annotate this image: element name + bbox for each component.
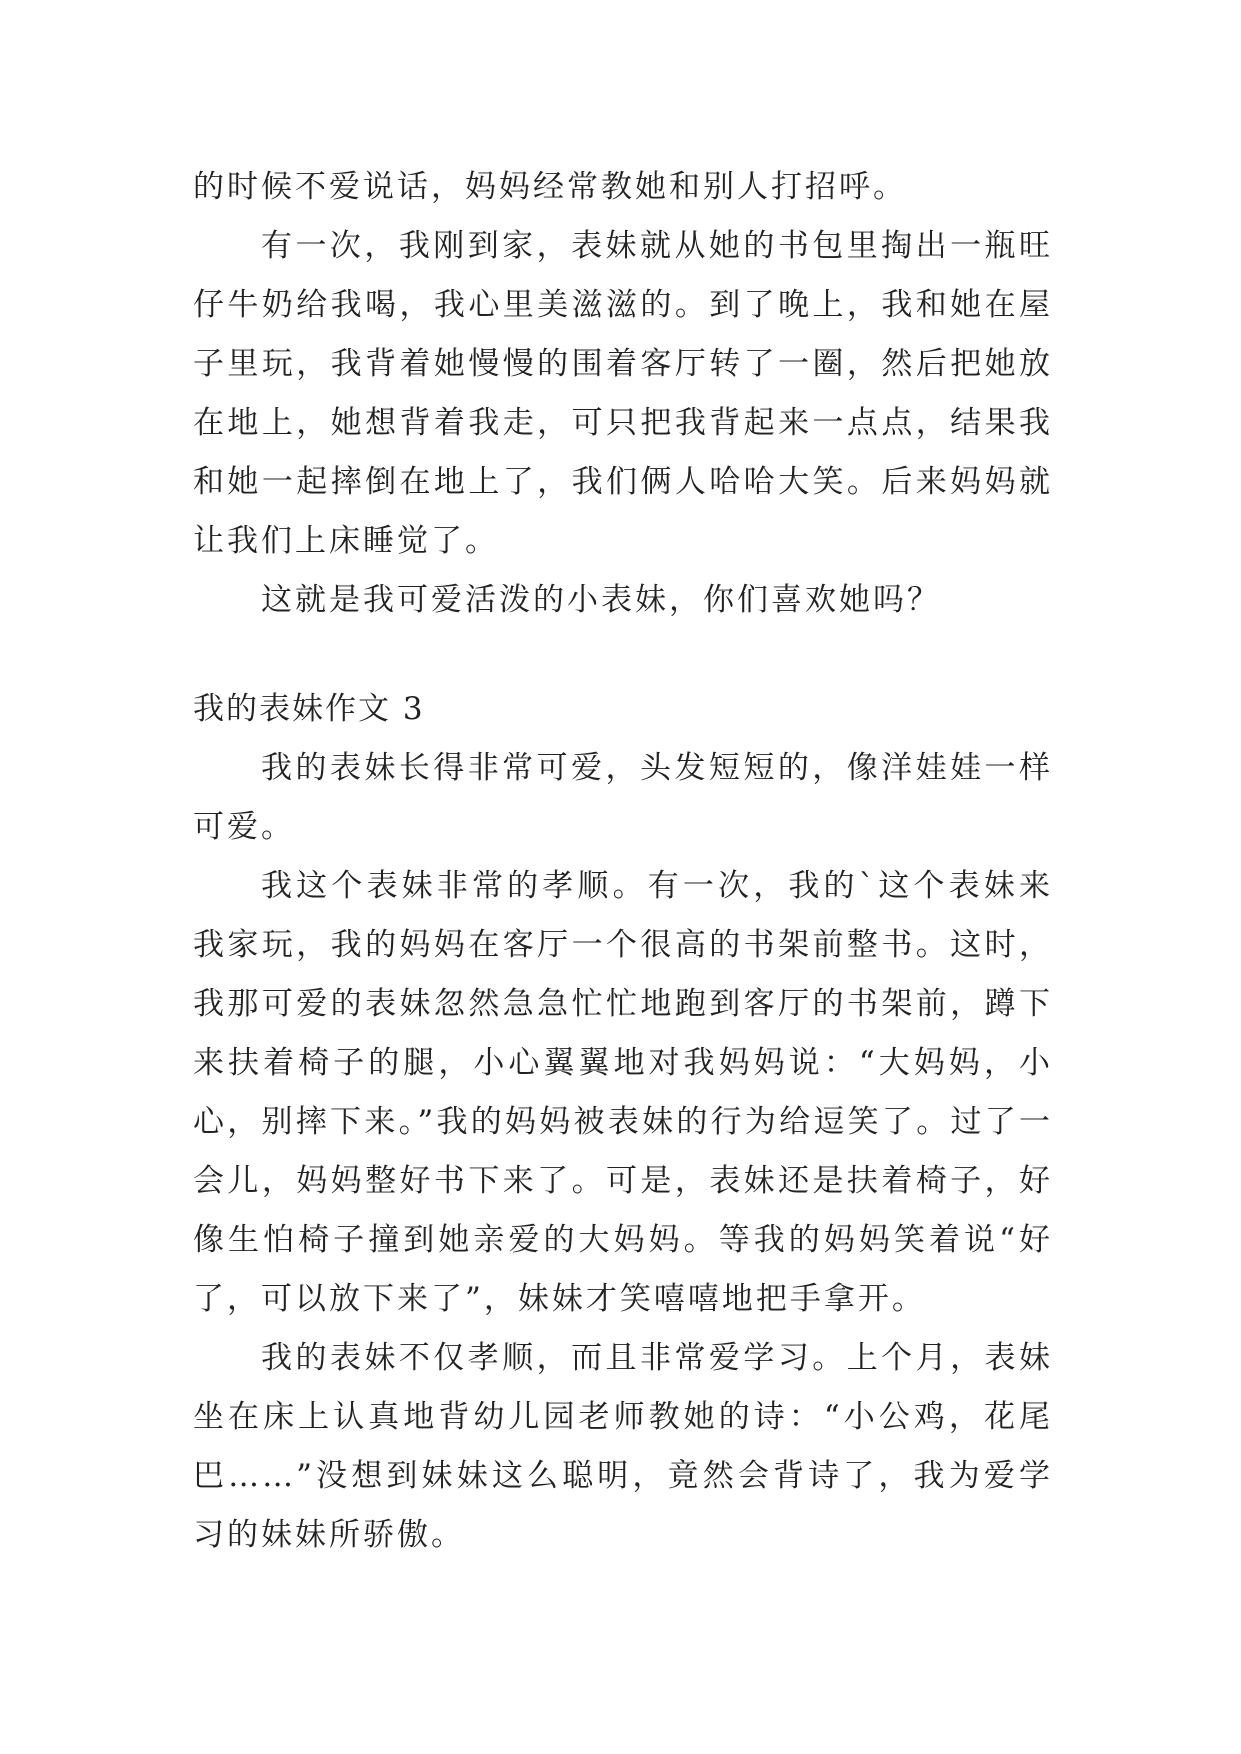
paragraph-study: 我的表妹不仅孝顺，而且非常爱学习。上个月，表妹坐在床上认真地背幼儿园老师教她的诗：“小公鸡，花尾巴……”没想到妹妹这么聪明，竟然会背诗了，我为爱学习的妹妹所骄傲。: [193, 1340, 1053, 1553]
paragraph-milk-story: 有一次，我刚到家，表妹就从她的书包里掏出一瓶旺仔牛奶给我喝，我心里美滋滋的。到了晚上，我和她在屋子里玩，我背着她慢慢的围着客厅转了一圈，然后把她放在地上，她想背着我走，可只把我背起来一点点，结果我和她一起摔倒在地上了，我们俩人哈哈大笑。后来妈妈就让我们上床睡觉了。: [193, 228, 1053, 559]
paragraph-continued: 的时候不爱说话，妈妈经常教她和别人打招呼。: [193, 169, 907, 205]
paragraph-closing-question: 这就是我可爱活泼的小表妹，你们喜欢她吗？: [261, 582, 941, 618]
paragraph-filial: 我这个表妹非常的孝顺。有一次，我的`这个表妹来我家玩，我的妈妈在客厅一个很高的书架前整书。这时，我那可爱的表妹忽然急急忙忙地跑到客厅的书架前，蹲下来扶着椅子的腿，小心翼翼地对我妈妈说：“大妈妈，小心，别摔下来。”我的妈妈被表妹的行为给逗笑了。过了一会儿，妈妈整好书下来了。可是，表妹还是扶着椅子，好像生怕椅子撞到她亲爱的大妈妈。等我的妈妈笑着说“好了，可以放下来了”，妹妹才笑嘻嘻地把手拿开。: [193, 868, 1053, 1317]
document-body: [193, 158, 1053, 1565]
paragraph-cute: 我的表妹长得非常可爱，头发短短的，像洋娃娃一样可爱。: [193, 750, 1053, 845]
section-title: 我的表妹作文 3: [193, 691, 425, 727]
